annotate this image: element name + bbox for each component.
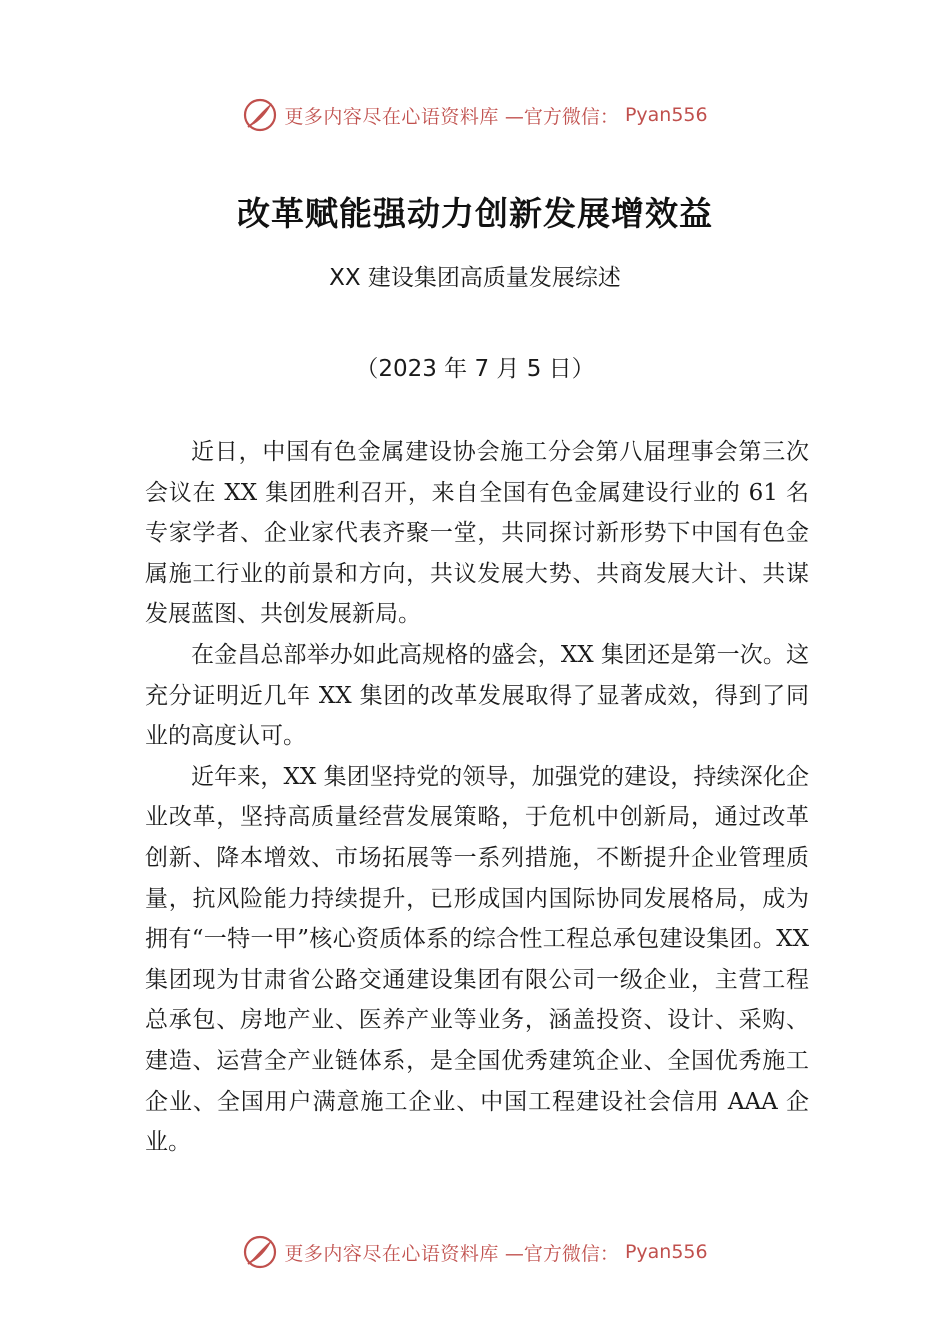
watermark-text: 更多内容尽在心语资料库	[284, 1242, 499, 1265]
paragraph: 在金昌总部举办如此高规格的盛会，XX 集团还是第一次。这充分证明近几年 XX 集团的改革发展取得了显著成效，得到了同业的高度认可。	[145, 641, 809, 750]
watermark-separator: —官方微信：	[504, 1242, 619, 1265]
watermark-header	[0, 95, 950, 135]
document-subtitle: XX 建设集团高质量发展综述	[329, 265, 621, 291]
document-title: 改革赋能强动力创新发展增效益	[237, 194, 713, 233]
document-date: （2023 年 7 月 5 日）	[355, 356, 595, 382]
watermark-text: 更多内容尽在心语资料库	[284, 105, 499, 128]
paragraph: 近日，中国有色金属建设协会施工分会第八届理事会第三次会议在 XX 集团胜利召开，来自全国有色金属建设行业的 61 名专家学者、企业家代表齐聚一堂，共同探讨新形势下中国有色金属施工行业的前景和方向，共议发展大势、共商发展大计、共谋发展蓝图、共创发展新局。	[145, 439, 809, 628]
quill-logo-icon	[242, 97, 278, 133]
watermark-wechat-id: Pyan556	[624, 104, 708, 126]
paragraph: 近年来，XX 集团坚持党的领导，加强党的建设，持续深化企业改革，坚持高质量经营发展策略，于危机中创新局，通过改革创新、降本增效、市场拓展等一系列措施，不断提升企业管理质量，抗风险能力持续提升，已形成国内国际协同发展格局，成为拥有“一特一甲”核心资质体系的综合性工程总承包建设集团。XX 集团现为甘肃省公路交通建设集团有限公司一级企业，主营工程总承包、房地产业、医养产业等业务，涵盖投资、设计、采购、建造、运营全产业链体系，是全国优秀建筑企业、全国优秀施工企业、全国用户满意施工企业、中国工程建设社会信用 AAA 企业。	[145, 763, 809, 1156]
watermark-wechat-id: Pyan556	[624, 1241, 708, 1263]
watermark-separator: —官方微信：	[504, 105, 619, 128]
watermark-footer	[0, 1232, 950, 1272]
document-body	[145, 432, 809, 1163]
quill-logo-icon	[242, 1234, 278, 1270]
